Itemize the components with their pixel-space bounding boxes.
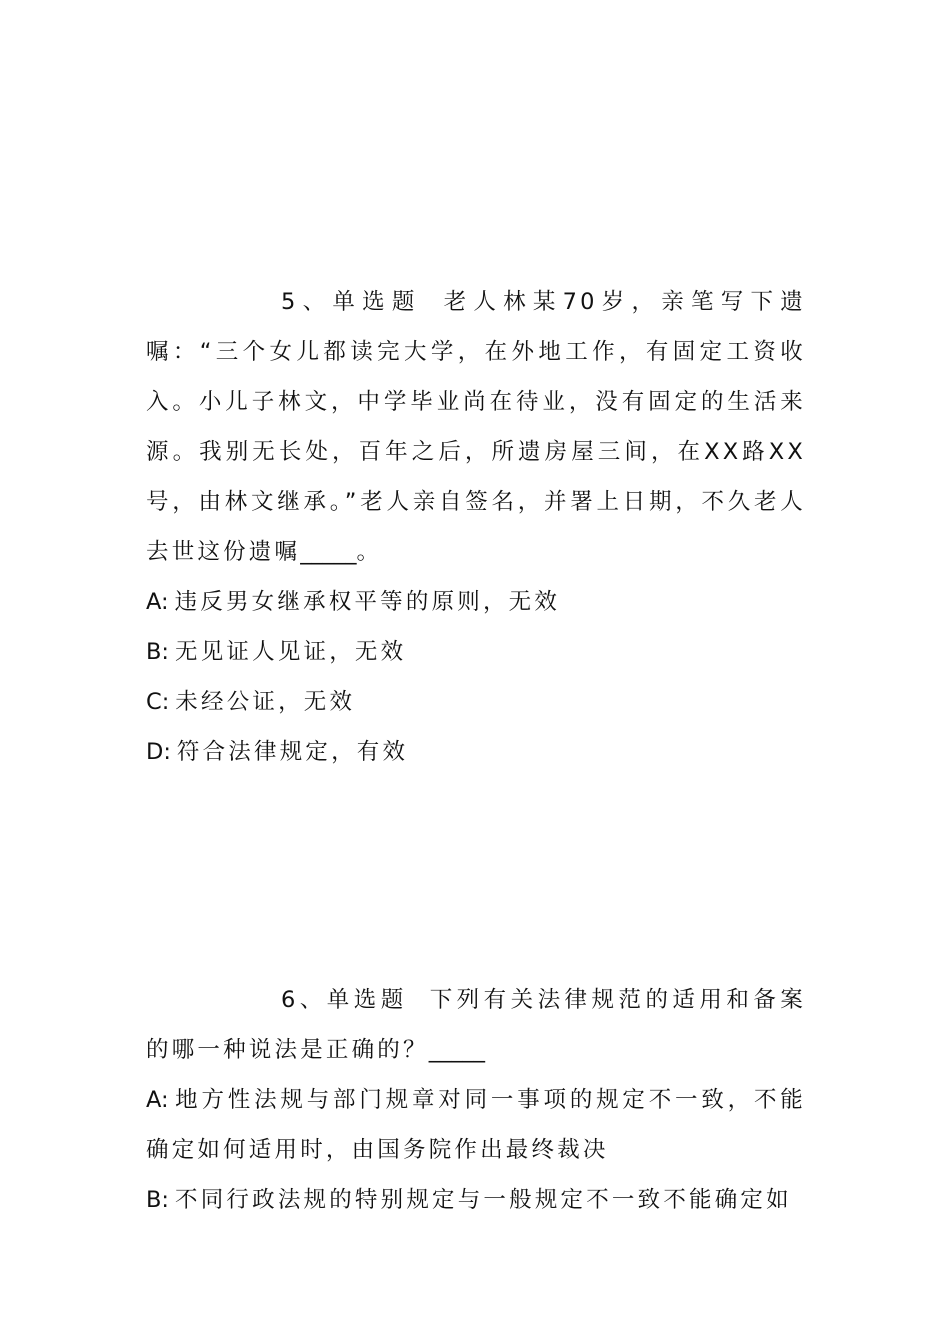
option-text: 无见证人见证，无效 bbox=[175, 639, 407, 665]
option-text: 不同行政法规的特别规定与一般规定不一致不能确定如 bbox=[175, 1187, 792, 1213]
question-stem bbox=[146, 975, 806, 1075]
option-letter: B: bbox=[146, 639, 170, 665]
question-5 bbox=[146, 277, 806, 777]
answer-blank: _____ bbox=[300, 539, 357, 565]
option-b bbox=[146, 627, 806, 677]
option-text: 符合法律规定，有效 bbox=[176, 739, 409, 765]
question-type: 单选题 bbox=[326, 987, 408, 1013]
question-text: 老人林某70岁，亲笔写下遗嘱：“三个女儿都读完大学，在外地工作，有固定工资收入。小儿子林文，中学毕业尚在待业，没有固定的生活来源。我别无长处，百年之后，所遗房屋三间，在XX路XX号，由林文继承。”老人亲自签名，并署上日期，不久老人去世这份遗嘱 bbox=[146, 289, 807, 565]
option-letter: A: bbox=[146, 1087, 169, 1113]
option-text: 地方性法规与部门规章对同一事项的规定不一致，不能确定如何适用时，由国务院作出最终裁决 bbox=[146, 1087, 806, 1163]
option-c bbox=[146, 677, 806, 727]
option-a bbox=[146, 1075, 806, 1175]
answer-blank: _____ bbox=[428, 1037, 485, 1063]
option-a bbox=[146, 577, 806, 627]
question-stem bbox=[146, 277, 806, 577]
question-type: 单选题 bbox=[332, 289, 422, 315]
question-6 bbox=[146, 975, 806, 1225]
question-text: 下列有关法律规范的适用和备案的哪一种说法是正确的？ bbox=[146, 987, 806, 1063]
option-letter: D: bbox=[146, 739, 171, 765]
option-letter: B: bbox=[146, 1187, 170, 1213]
option-letter: A: bbox=[146, 589, 169, 615]
question-tail: 。 bbox=[356, 539, 383, 565]
option-text: 违反男女继承权平等的原则，无效 bbox=[174, 589, 561, 615]
option-d bbox=[146, 727, 806, 777]
question-number: 5、 bbox=[281, 289, 333, 315]
option-b bbox=[146, 1175, 806, 1225]
option-text: 未经公证，无效 bbox=[175, 689, 356, 715]
question-number: 6、 bbox=[281, 987, 327, 1013]
option-letter: C: bbox=[146, 689, 170, 715]
